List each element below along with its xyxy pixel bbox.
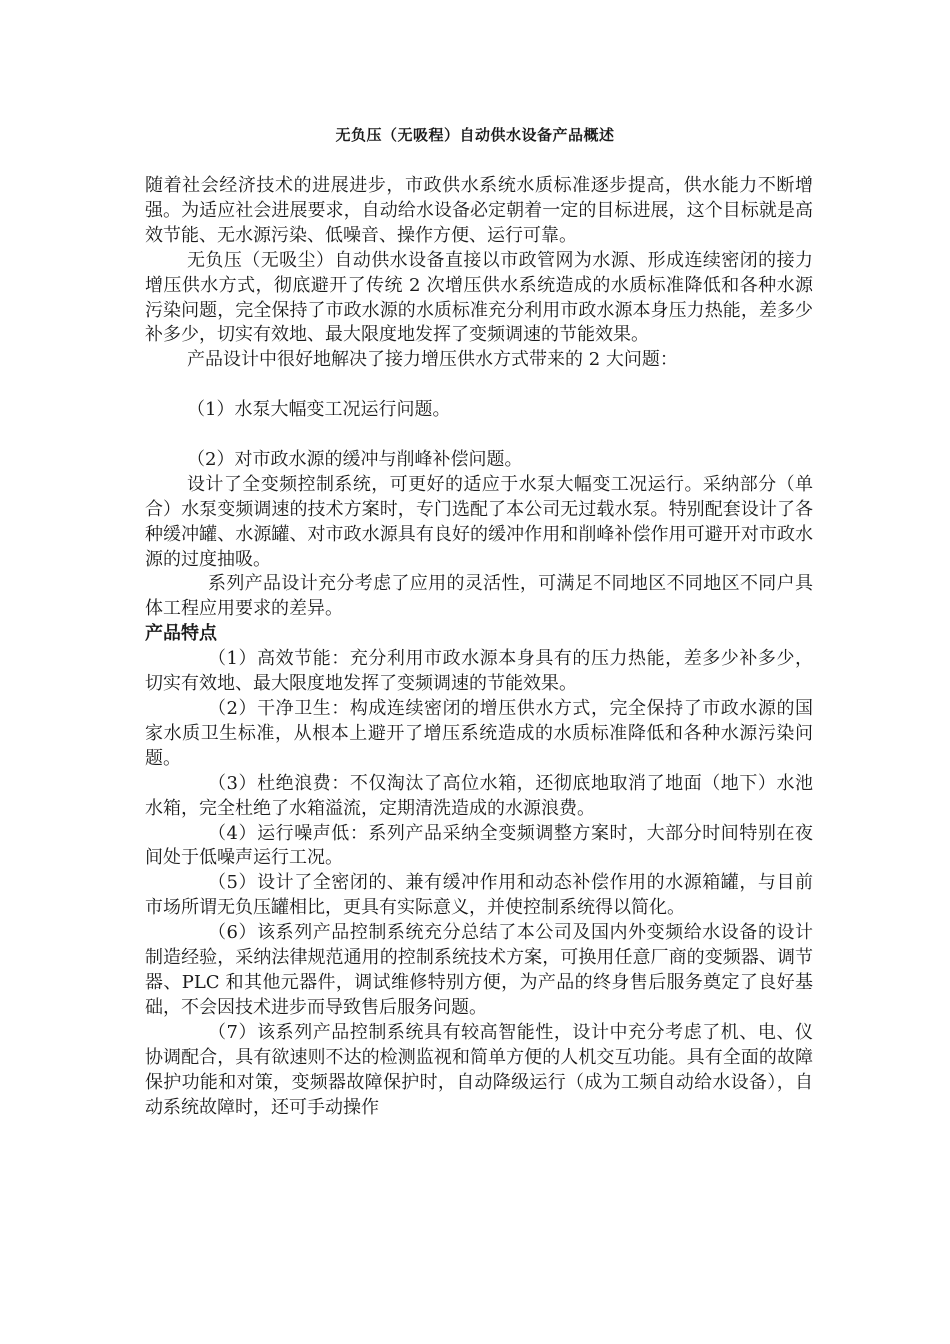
problem-item: （1）水泵大幅变工况运行问题。	[187, 399, 451, 421]
document-title: 无负压（无吸程）自动供水设备产品概述	[335, 126, 615, 144]
spacer	[145, 423, 813, 448]
intro-paragraph: 产品设计中很好地解决了接力增压供水方式带来的 2 大问题：	[187, 349, 678, 371]
spacer	[145, 373, 813, 398]
feature-item: （7）该系列产品控制系统具有较高智能性，设计中充分考虑了机、电、仪协调配合，具有欲速则不达的检测监视和简单方便的人机交互功能。具有全面的故障保护功能和对策，变频器故障保护时，自动降级运行（成为工频自动给水设备），自动系统故障时，还可手动操作	[145, 1021, 813, 1118]
feature-item: （5）设计了全密闭的、兼有缓冲作用和动态补偿作用的水源箱罐，与目前市场所谓无负压罐相比，更具有实际意义，并使控制系统得以简化。	[145, 872, 813, 919]
feature-item: （2）干净卫生：构成连续密闭的增压供水方式，完全保持了市政水源的国家水质卫生标准，从根本上避开了增压系统造成的水质标准降低和各种水源污染问题。	[145, 698, 813, 769]
feature-item: （3）杜绝浪费：不仅淘汰了高位水箱，还彻底地取消了地面（地下）水池水箱，完全杜绝了水箱溢流，定期清洗造成的水源浪费。	[145, 772, 813, 819]
features-heading: 产品特点	[145, 623, 217, 645]
feature-item: （6）该系列产品控制系统充分总结了本公司及国内外变频给水设备的设计制造经验，采纳法律规范通用的控制系统技术方案，可换用任意厂商的变频器、调节器、PLC 和其他元器件，调试维修特别方便，为产品的终身售后服务奠定了良好基础，不会因技术进步而导致售后服务问题。	[145, 922, 813, 1018]
problem-item: （2）对市政水源的缓冲与削峰补偿问题。	[187, 448, 523, 470]
feature-item: （1）高效节能：充分利用市政水源本身具有的压力热能，差多少补多少，切实有效地、最大限度地发挥了变频调速的节能效果。	[145, 648, 813, 695]
intro-paragraph: 无负压（无吸尘）自动供水设备直接以市政管网为水源、形成连续密闭的接力增压供水方式，彻底避开了传统 2 次增压供水系统造成的水质标准降低和各种水源污染问题，完全保持了市政水源的水质标准充分利用市政水源本身压力热能，差多少补多少，切实有效地、最大限度地发挥了变频调速的节能效果。	[145, 249, 813, 346]
intro-paragraph: 设计了全变频控制系统，可更好的适应于水泵大幅变工况运行。采纳部分（单合）水泵变频调速的技术方案时，专门选配了本公司无过载水泵。特别配套设计了各种缓冲罐、水源罐、对市政水源具有良好的缓冲作用和削峰补偿作用可避开对市政水源的过度抽吸。	[145, 473, 813, 570]
intro-paragraph: 随着社会经济技术的进展进步，市政供水系统水质标准逐步提高，供水能力不断增强。为适应社会进展要求，自动给水设备必定朝着一定的目标进展，这个目标就是高效节能、无水源污染、低噪音、操作方便、运行可靠。	[145, 175, 813, 246]
feature-item: （4）运行噪声低：系列产品采纳全变频调整方案时，大部分时间特别在夜间处于低噪声运行工况。	[145, 822, 813, 869]
document-body	[145, 174, 813, 1120]
intro-paragraph: 系列产品设计充分考虑了应用的灵活性，可满足不同地区不同地区不同户具体工程应用要求的差异。	[145, 573, 813, 620]
